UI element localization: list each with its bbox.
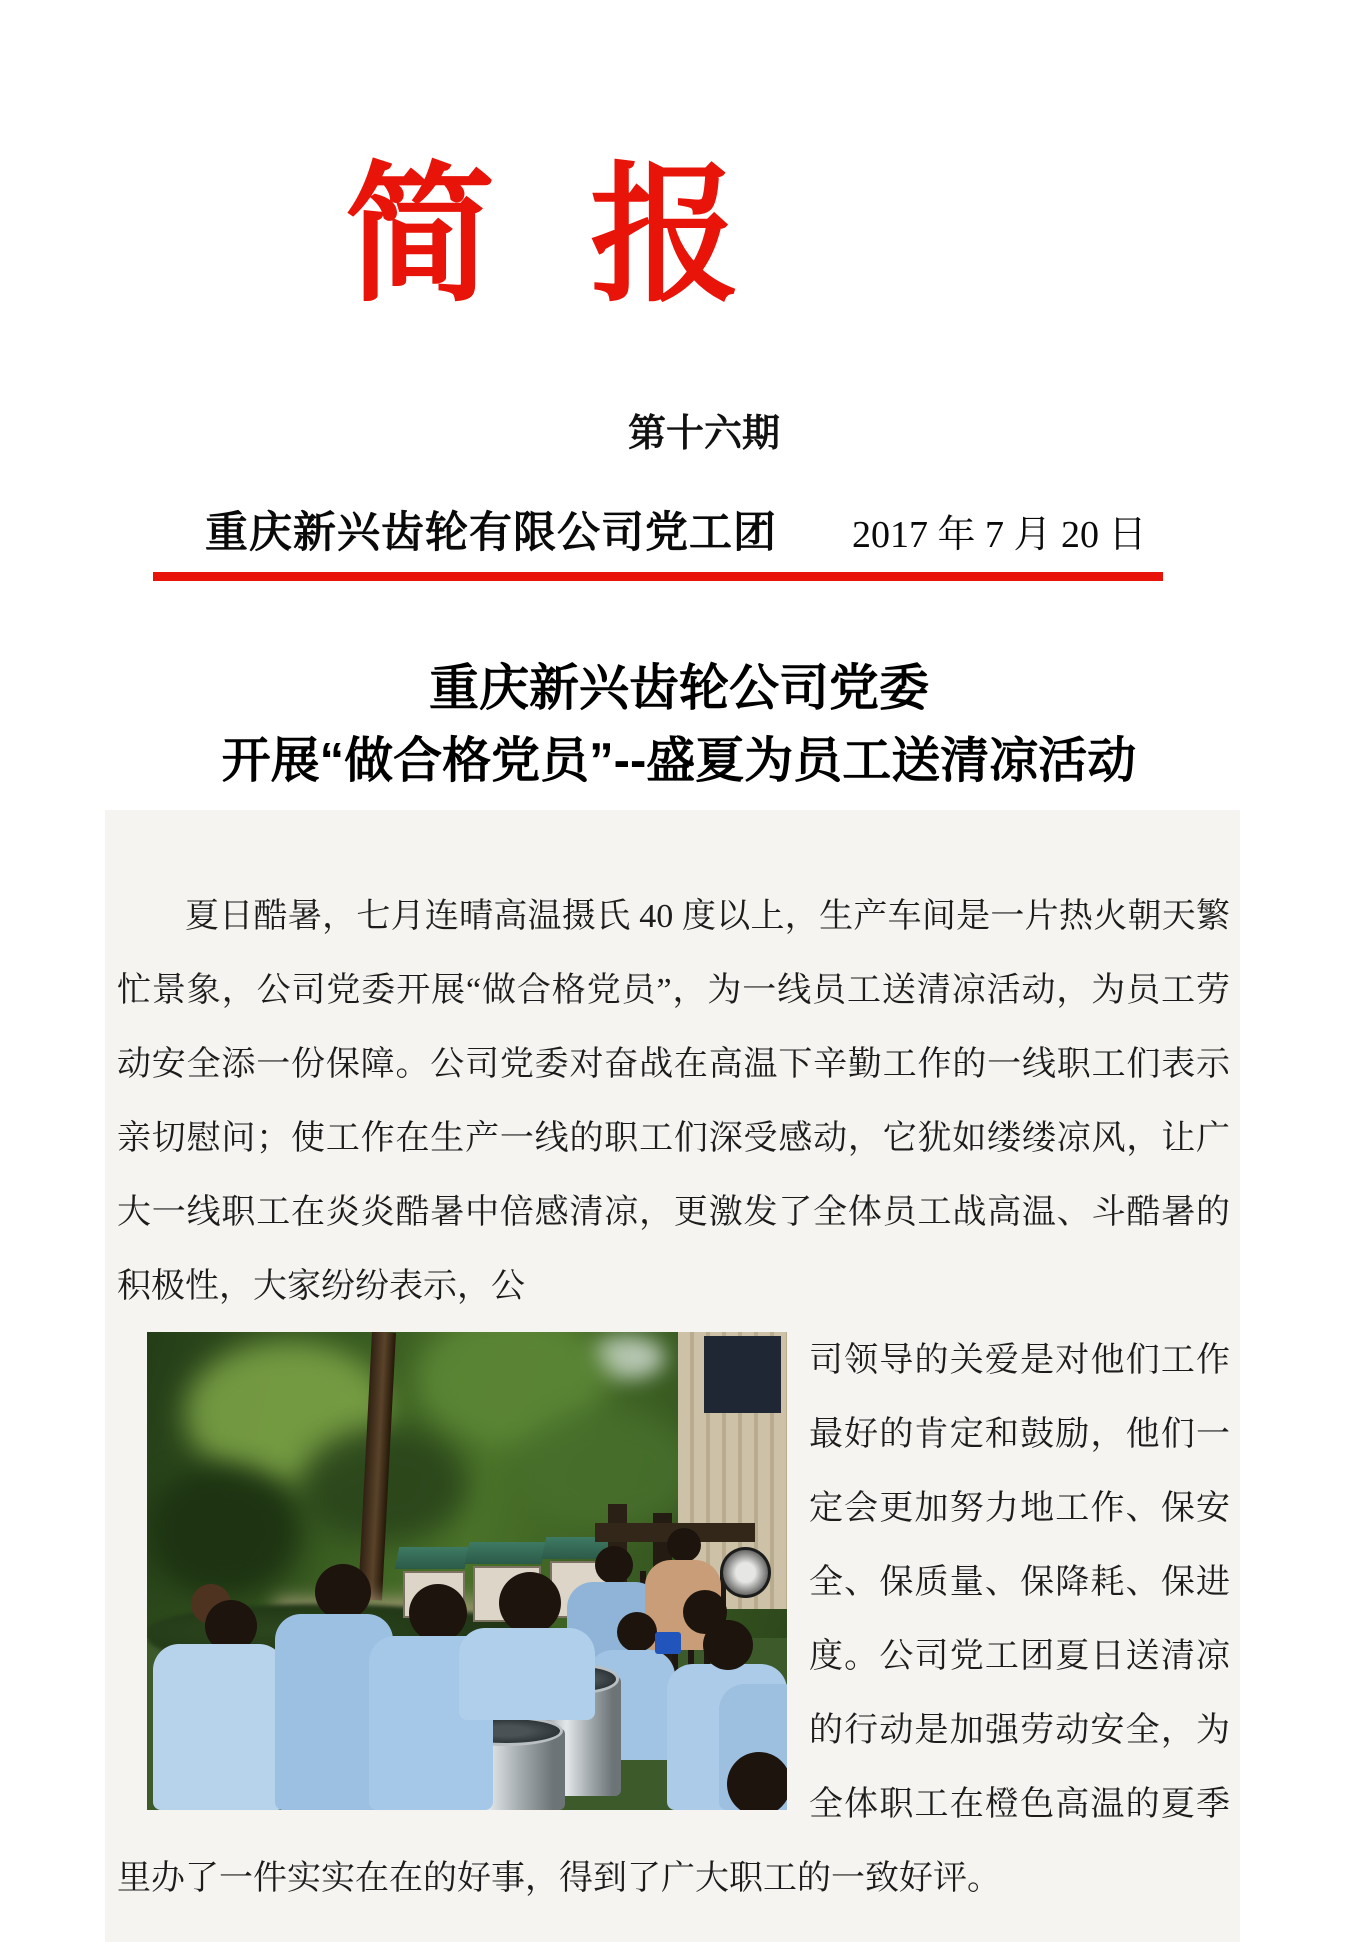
- body-text-part2: 司领导的关爱是对他们工作最好的肯定和鼓励，他们一定会更加努力地工作、保安全、保质量、保降耗、保进度。公司党工团夏日送清凉的行动是加强劳动安全，为全体职工在橙色高温的夏季里办了一件实实: [117, 1341, 1230, 1897]
- photo-forklift-headlight: [720, 1547, 771, 1598]
- body-text-part3: 在在的好事，得到了广大职工的一致好评。: [355, 1859, 1001, 1897]
- red-divider-rule: [153, 572, 1163, 581]
- masthead-title: [345, 147, 1358, 323]
- article-photo: [147, 1332, 787, 1810]
- masthead-char-left: 简: [345, 147, 496, 323]
- article-title-line2: 开展“做合格党员”--盛夏为员工送清凉活动: [221, 734, 1137, 788]
- photo-person-head: [595, 1546, 633, 1584]
- article-body-panel: [105, 810, 1240, 1942]
- masthead-char-right: 报: [590, 147, 741, 323]
- body-text-part1: 夏日酷暑，七月连晴高温摄氏 40 度以上，生产车间是一片热火朝天繁忙景象，公司党委开展“做合格党员”，为一线员工送清凉活动，为员工劳动安全添一份保障。公司党委对奋战在高温下辛勤工作的一线职工们表示亲切慰问；使工作在生产一线的职工们深受感动，它犹如缕缕凉风，让广大一线职工在炎炎酷暑中倍感清凉，更激发了全体员工战高温、斗酷暑的积极性，大家纷纷表示，公: [117, 897, 1230, 1305]
- body-paragraph-1: [117, 880, 1230, 1324]
- photo-person-head: [727, 1752, 787, 1810]
- photo-person-head: [315, 1564, 371, 1620]
- photo-board-awning: [394, 1547, 469, 1569]
- photo-board-awning: [465, 1542, 546, 1564]
- publisher-row: [205, 499, 1358, 560]
- issue-number: 第十六期: [627, 413, 780, 455]
- photo-building-window: [704, 1336, 781, 1412]
- publisher-name: 重庆新兴齿轮有限公司党工团: [205, 509, 777, 557]
- photo-blue-bucket: [655, 1632, 681, 1654]
- photo-person-head: [499, 1572, 561, 1634]
- photo-person-head: [703, 1620, 753, 1670]
- article-title-line1: 重庆新兴齿轮公司党委: [429, 660, 929, 716]
- publish-date: 2017 年 7 月 20 日: [852, 514, 1147, 556]
- photo-person-head: [617, 1612, 657, 1652]
- photo-person-head: [667, 1528, 701, 1562]
- photo-person: [153, 1644, 285, 1810]
- photo-person: [459, 1628, 595, 1720]
- body-paragraph-2: [117, 1324, 1230, 1916]
- photo-person-head: [409, 1584, 467, 1642]
- article-title: [0, 653, 1358, 796]
- photo-foliage: [147, 1465, 301, 1599]
